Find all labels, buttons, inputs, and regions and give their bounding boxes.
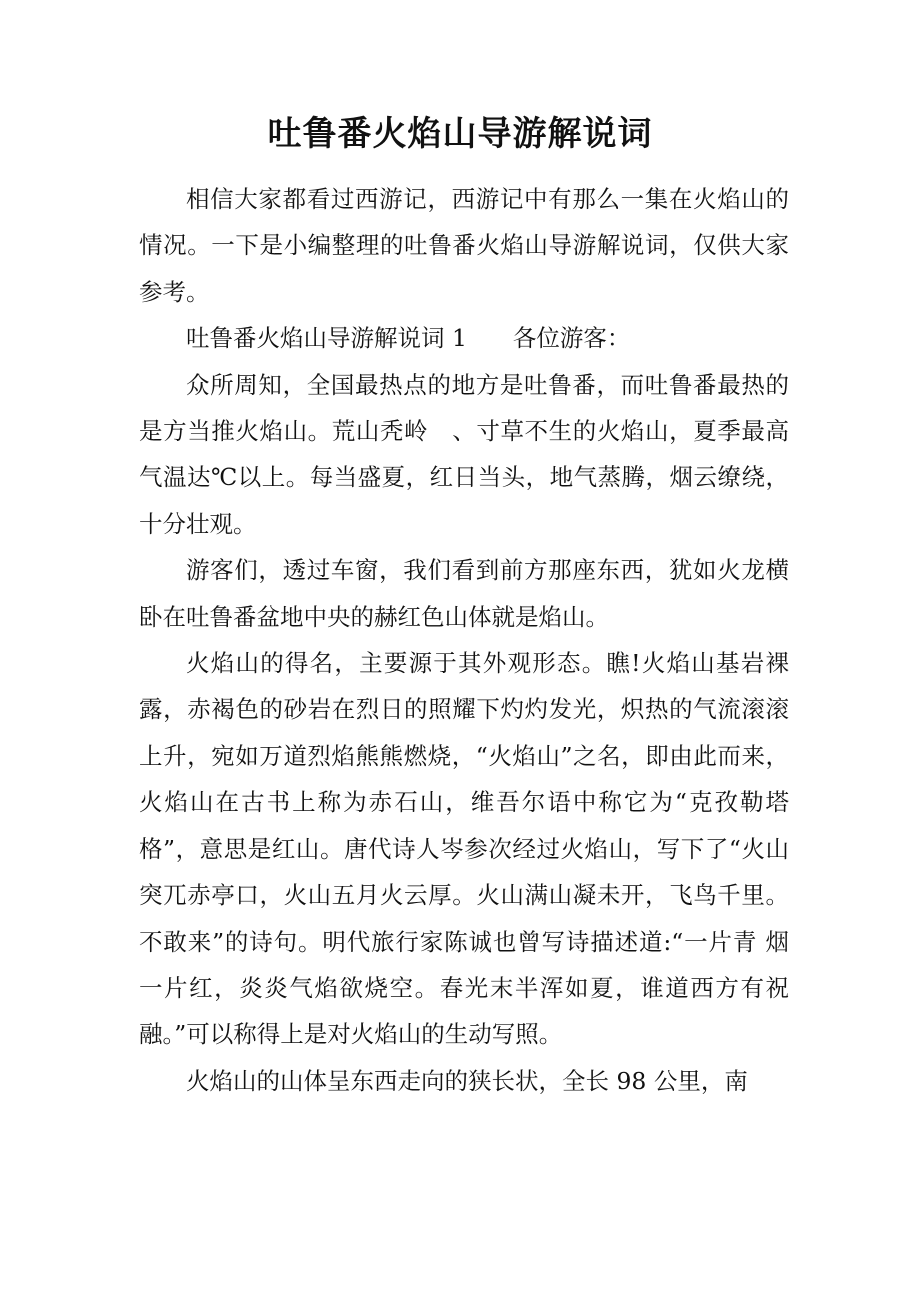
body-paragraph: 众所周知，全国最热点的地方是吐鲁番，而吐鲁番最热的是方当推火焰山。荒山秃岭 、寸草不生的火焰山，夏季最高气温达℃以上。每当盛夏，红日当头，地气蒸腾，烟云缭绕，十分壮观。 [139,370,789,538]
body-paragraph: 火焰山的山体呈东西走向的狭长状，全长 98 公里，南 [186,1066,748,1095]
body-paragraph: 游客们，透过车窗，我们看到前方那座东西，犹如火龙横卧在吐鲁番盆地中央的赫红色山体就是焰山。 [139,556,789,631]
greeting: 各位游客： [512,324,631,353]
body-paragraph: 火焰山的得名，主要源于其外观形态。瞧!火焰山基岩裸露，赤褐色的砂岩在烈日的照耀下灼灼发光，炽热的气流滚滚上升，宛如万道烈焰熊熊燃烧，“火焰山”之名，即由此而来，火焰山在古书上称为赤石山，维吾尔语中称它为“克孜勒塔格”，意思是红山。唐代诗人岑参次经过火焰山，写下了“火山突兀赤亭口，火山五月火云厚。火山满山凝未开，飞鸟千里。不敢来”的诗句。明代旅行家陈诚也曾写诗描述道:“一片青 烟一片红，炎炎气焰欲烧空。春光末半浑如夏，谁道西方有祝融。”可以称得上是对火焰山的生动写照。 [139,649,789,1049]
document-title: 吐鲁番火焰山导游解说词 [267,114,653,154]
section-heading: 吐鲁番火焰山导游解说词 1 [186,324,467,353]
intro-paragraph: 相信大家都看过西游记，西游记中有那么一集在火焰山的情况。一下是小编整理的吐鲁番火焰山导游解说词，仅供大家参考。 [139,185,789,306]
document-body [139,176,789,1104]
section-heading-line [139,315,789,361]
